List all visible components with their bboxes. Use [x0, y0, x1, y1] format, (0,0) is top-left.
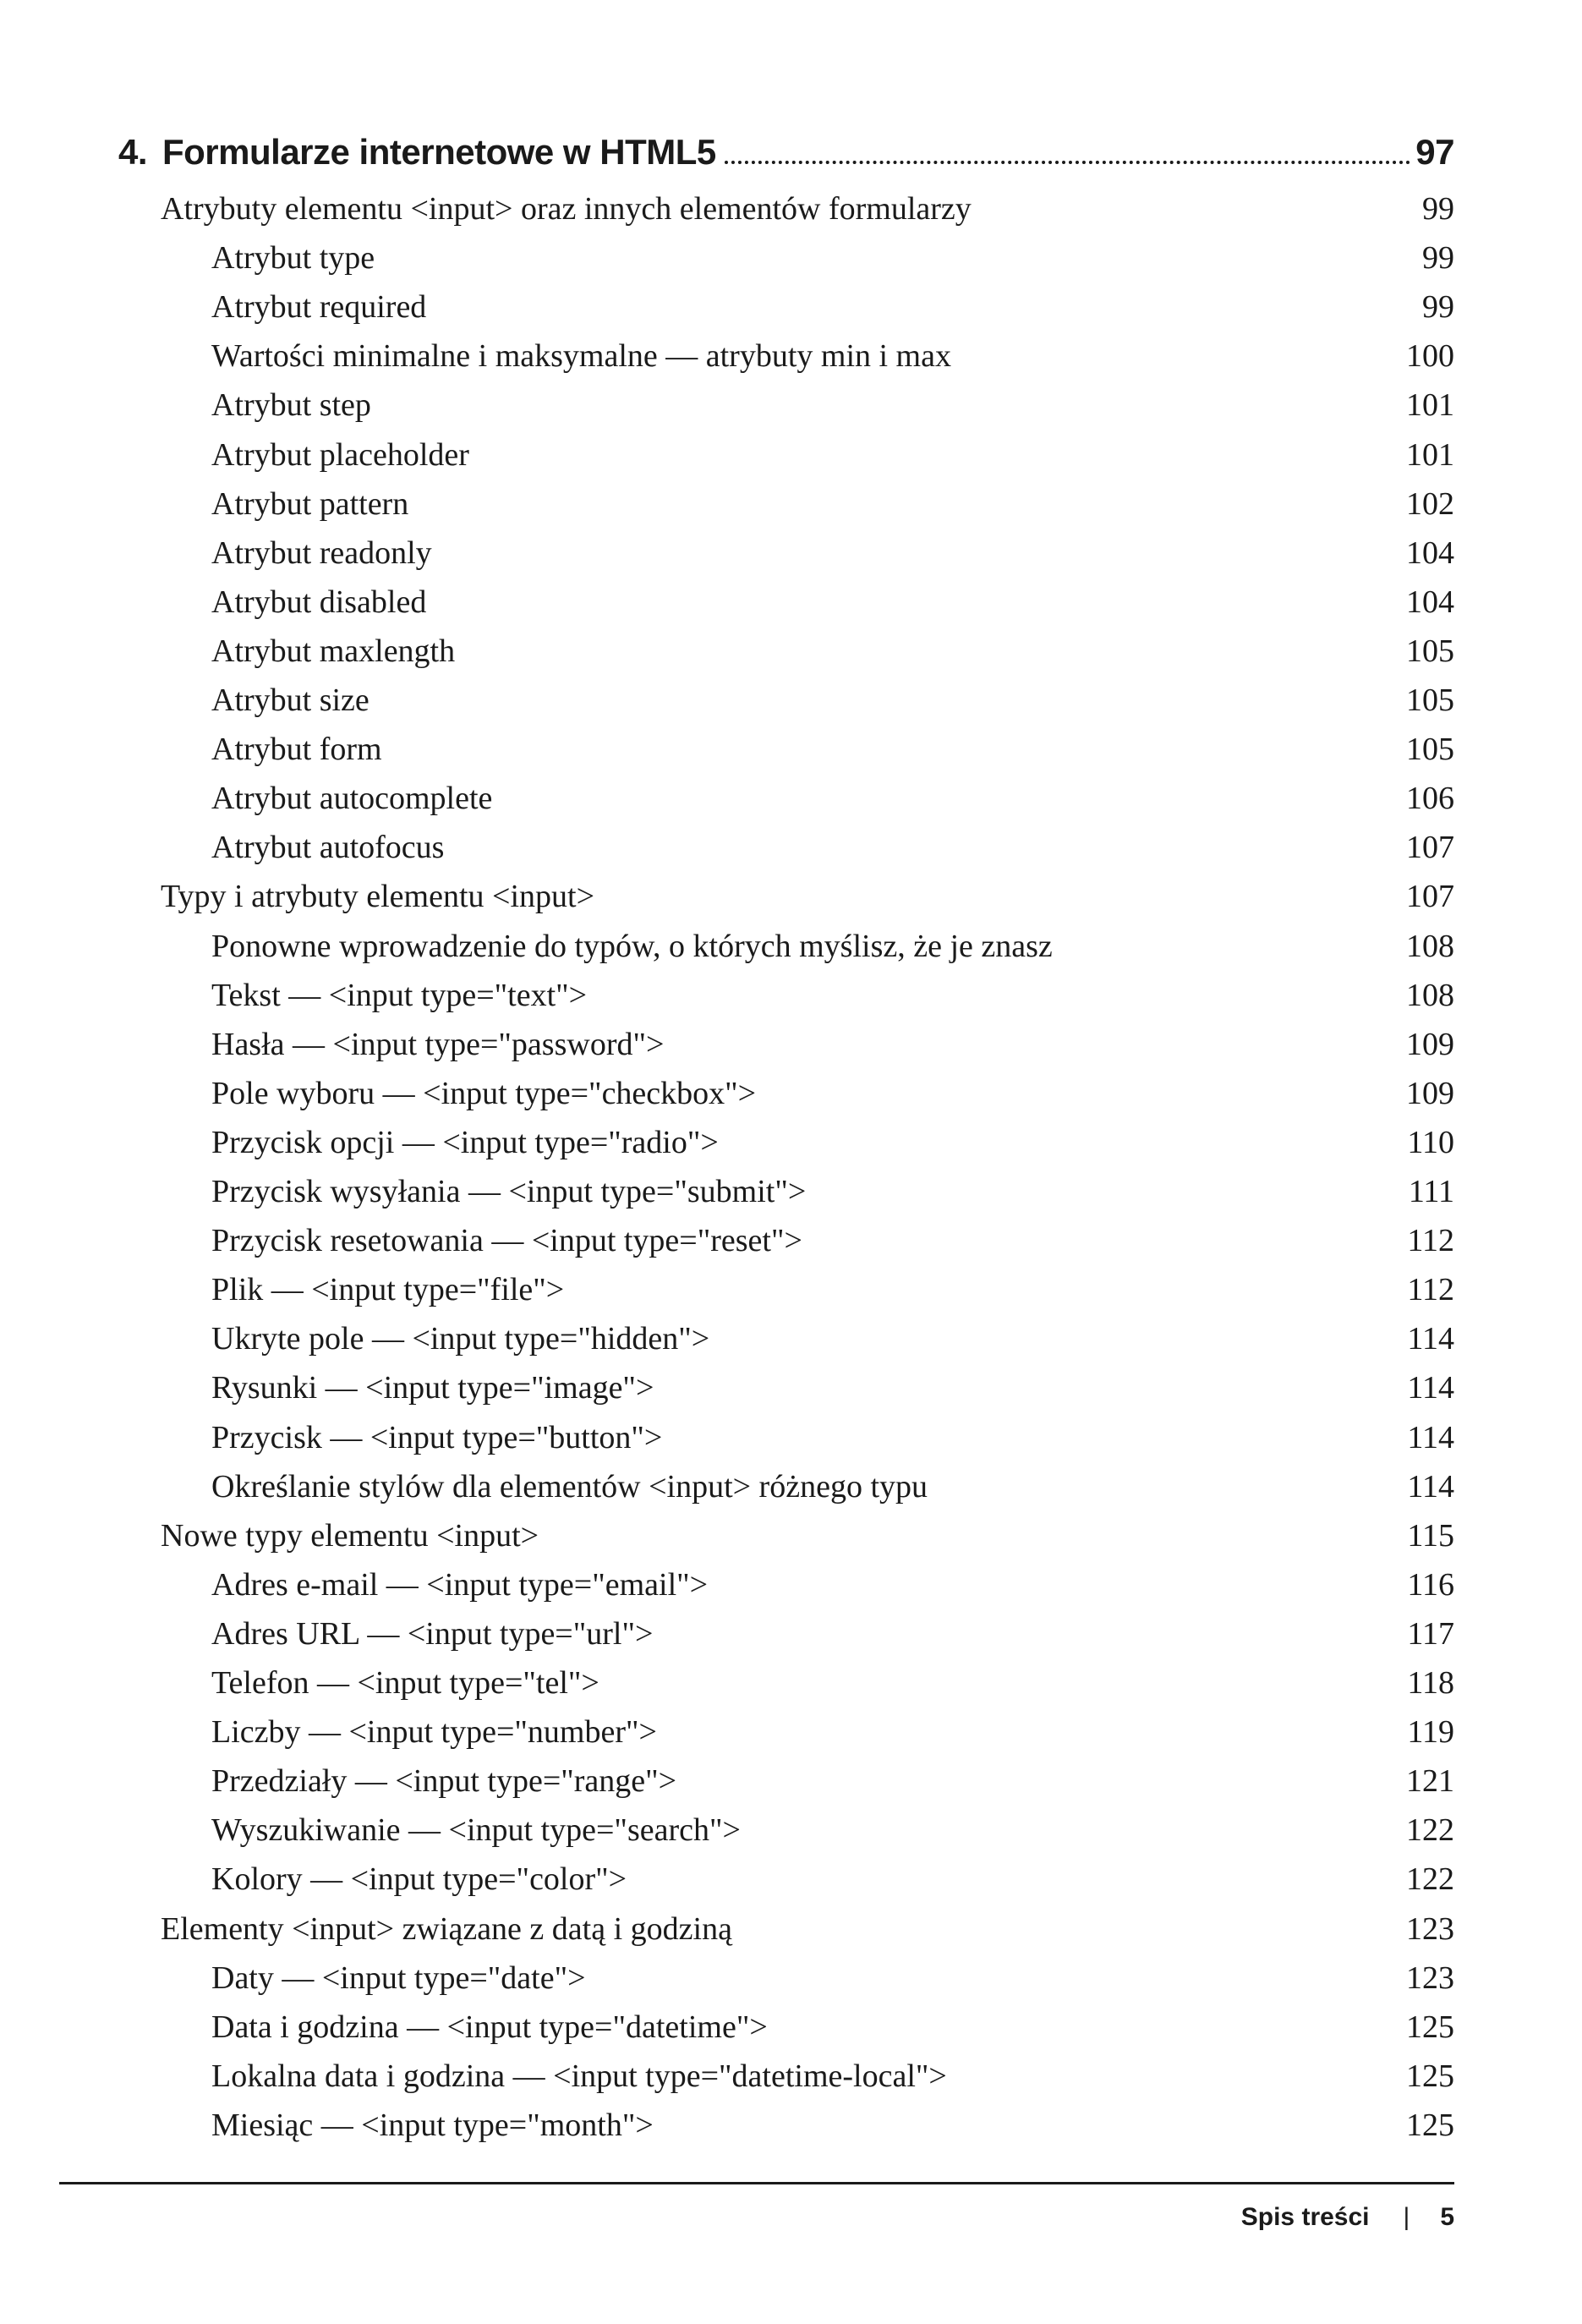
entry-title: Przycisk resetowania — <input type="reset">: [211, 1223, 802, 1259]
entry-title: Plik — <input type="file">: [211, 1272, 565, 1308]
entry-page-number: 105: [1406, 682, 1454, 718]
footer-section-title: Spis treści: [1240, 2203, 1370, 2231]
toc-subsection-entry[interactable]: [211, 1707, 1454, 1757]
entry-title: Rysunki — <input type="image">: [211, 1370, 654, 1406]
toc-subsection-entry[interactable]: [211, 430, 1454, 480]
chapter-page-number: 97: [1415, 132, 1454, 172]
entry-title: Przycisk wysyłania — <input type="submit">: [211, 1174, 807, 1209]
entry-page-number: 112: [1407, 1223, 1454, 1259]
entry-title: Ukryte pole — <input type="hidden">: [211, 1321, 710, 1357]
toc-subsection-entry[interactable]: [211, 725, 1454, 774]
entry-title: Nowe typy elementu <input>: [161, 1517, 539, 1554]
chapter-number: 4.: [118, 132, 148, 172]
toc-subsection-entry[interactable]: [211, 332, 1454, 381]
entry-page-number: 111: [1408, 1174, 1454, 1209]
entry-title: Adres URL — <input type="url">: [211, 1615, 654, 1652]
entry-title: Wyszukiwanie — <input type="search">: [211, 1812, 741, 1849]
entry-page-number: 101: [1406, 387, 1454, 424]
entry-page-number: 125: [1406, 2009, 1454, 2045]
entry-page-number: 122: [1406, 1812, 1454, 1849]
toc-subsection-entry[interactable]: [211, 1462, 1454, 1511]
entry-page-number: 101: [1406, 436, 1454, 473]
entry-page-number: 122: [1406, 1861, 1454, 1898]
entry-page-number: 109: [1406, 1026, 1454, 1062]
entry-title: Kolory — <input type="color">: [211, 1861, 627, 1898]
entry-title: Atrybut step: [211, 387, 371, 424]
toc-subsection-entry[interactable]: [211, 971, 1454, 1020]
entry-page-number: 105: [1406, 732, 1454, 768]
toc-subsection-entry[interactable]: [211, 774, 1454, 823]
entry-page-number: 121: [1406, 1763, 1454, 1800]
entry-title: Atrybut disabled: [211, 584, 427, 620]
entry-title: Atrybut pattern: [211, 485, 409, 522]
toc-subsection-entry[interactable]: [211, 233, 1454, 282]
toc-section-entry[interactable]: [161, 872, 1454, 921]
entry-page-number: 125: [1406, 2107, 1454, 2143]
entry-title: Określanie stylów dla elementów <input> różnego typu: [211, 1468, 928, 1505]
entry-page-number: 114: [1407, 1419, 1454, 1455]
entry-title: Elementy <input> związane z datą i godziną: [161, 1910, 732, 1947]
toc-subsection-entry[interactable]: [211, 2003, 1454, 2052]
entry-page-number: 116: [1407, 1566, 1454, 1603]
entry-page-number: 102: [1406, 485, 1454, 522]
page-footer: [1099, 2196, 1454, 2239]
toc-subsection-entry[interactable]: [211, 2052, 1454, 2101]
toc-subsection-entry[interactable]: [211, 480, 1454, 529]
entry-page-number: 99: [1422, 289, 1454, 326]
entry-page-number: 100: [1406, 338, 1454, 375]
toc-subsection-entry[interactable]: [211, 1806, 1454, 1855]
toc-subsection-entry[interactable]: [211, 1216, 1454, 1265]
toc-subsection-entry[interactable]: [211, 1954, 1454, 2003]
toc-section-entry[interactable]: [161, 1511, 1454, 1560]
entry-title: Przycisk opcji — <input type="radio">: [211, 1124, 719, 1160]
footer-page-number: 5: [1440, 2203, 1454, 2231]
toc-subsection-entry[interactable]: [211, 282, 1454, 332]
entry-title: Atrybut autocomplete: [211, 781, 493, 817]
entry-title: Miesiąc — <input type="month">: [211, 2107, 654, 2143]
entry-page-number: 104: [1406, 534, 1454, 571]
entry-title: Atrybut placeholder: [211, 436, 469, 473]
toc-section-entry[interactable]: [161, 1905, 1454, 1954]
entry-title: Atrybut form: [211, 732, 382, 768]
toc-subsection-entry[interactable]: [211, 627, 1454, 676]
entry-title: Atrybut type: [211, 240, 375, 277]
entry-title: Hasła — <input type="password">: [211, 1026, 665, 1062]
chapter-title: Formularze internetowe w HTML5: [162, 132, 716, 172]
toc-subsection-entry[interactable]: [211, 676, 1454, 725]
entry-page-number: 99: [1422, 240, 1454, 277]
toc-subsection-entry[interactable]: [211, 1560, 1454, 1609]
chapter-heading[interactable]: [118, 132, 1454, 183]
toc-subsection-entry[interactable]: [211, 1855, 1454, 1904]
entry-title: Telefon — <input type="tel">: [211, 1665, 599, 1701]
toc-subsection-entry[interactable]: [211, 1413, 1454, 1462]
entry-title: Przedziały — <input type="range">: [211, 1763, 677, 1800]
entry-title: Daty — <input type="date">: [211, 1960, 586, 1996]
entry-title: Przycisk — <input type="button">: [211, 1419, 663, 1455]
toc-subsection-entry[interactable]: [211, 1363, 1454, 1412]
entry-page-number: 104: [1406, 584, 1454, 620]
entry-page-number: 123: [1406, 1910, 1454, 1947]
entry-title: Data i godzina — <input type="datetime">: [211, 2009, 768, 2045]
entry-page-number: 108: [1406, 928, 1454, 964]
entry-page-number: 108: [1406, 977, 1454, 1013]
entry-page-number: 117: [1407, 1615, 1454, 1652]
entry-title: Atrybut size: [211, 682, 369, 718]
entry-page-number: 107: [1406, 879, 1454, 915]
entry-page-number: 106: [1406, 781, 1454, 817]
entry-title: Wartości minimalne i maksymalne — atrybuty min i max: [211, 338, 951, 375]
toc-subsection-entry[interactable]: [211, 1020, 1454, 1069]
entry-title: Adres e-mail — <input type="email">: [211, 1566, 709, 1603]
entry-page-number: 115: [1407, 1517, 1454, 1554]
toc-subsection-entry[interactable]: [211, 1757, 1454, 1806]
entry-page-number: 109: [1406, 1075, 1454, 1111]
entry-page-number: 112: [1407, 1272, 1454, 1308]
entry-page-number: 107: [1406, 830, 1454, 866]
toc-subsection-entry[interactable]: [211, 1265, 1454, 1314]
entry-title: Atrybuty elementu <input> oraz innych elementów formularzy: [161, 191, 972, 227]
entry-page-number: 105: [1406, 633, 1454, 669]
entry-title: Atrybut maxlength: [211, 633, 456, 669]
toc-subsection-entry[interactable]: [211, 1118, 1454, 1167]
toc-subsection-entry[interactable]: [211, 1314, 1454, 1363]
entry-page-number: 118: [1407, 1665, 1454, 1701]
entry-title: Atrybut readonly: [211, 534, 432, 571]
entry-page-number: 110: [1407, 1124, 1454, 1160]
entry-page-number: 123: [1406, 1960, 1454, 1996]
entry-title: Tekst — <input type="text">: [211, 977, 588, 1013]
entry-title: Typy i atrybuty elementu <input>: [161, 879, 594, 915]
entry-title: Liczby — <input type="number">: [211, 1714, 657, 1751]
toc-subsection-entry[interactable]: [211, 823, 1454, 872]
toc-subsection-entry[interactable]: [211, 1609, 1454, 1658]
toc-subsection-entry[interactable]: [211, 1167, 1454, 1216]
entry-page-number: 114: [1407, 1370, 1454, 1406]
toc-subsection-entry[interactable]: [211, 2101, 1454, 2150]
toc-subsection-entry[interactable]: [211, 578, 1454, 627]
toc-subsection-entry[interactable]: [211, 922, 1454, 971]
entry-title: Ponowne wprowadzenie do typów, o których myślisz, że je znasz: [211, 928, 1053, 964]
toc-section-entry[interactable]: [161, 184, 1454, 233]
toc-subsection-entry[interactable]: [211, 529, 1454, 578]
entry-title: Lokalna data i godzina — <input type="datetime-local">: [211, 2058, 947, 2094]
entry-page-number: 119: [1407, 1714, 1454, 1751]
entry-page-number: 125: [1406, 2058, 1454, 2094]
toc-subsection-entry[interactable]: [211, 381, 1454, 430]
dot-leader: [725, 161, 1411, 164]
entry-title: Pole wyboru — <input type="checkbox">: [211, 1075, 757, 1111]
toc-subsection-entry[interactable]: [211, 1069, 1454, 1118]
entry-page-number: 99: [1422, 191, 1454, 227]
footer-rule: [59, 2182, 1454, 2184]
toc-subsection-entry[interactable]: [211, 1658, 1454, 1707]
entry-title: Atrybut autofocus: [211, 830, 445, 866]
entry-page-number: 114: [1407, 1468, 1454, 1505]
footer-separator: |: [1403, 2203, 1410, 2231]
entry-title: Atrybut required: [211, 289, 427, 326]
entry-page-number: 114: [1407, 1321, 1454, 1357]
